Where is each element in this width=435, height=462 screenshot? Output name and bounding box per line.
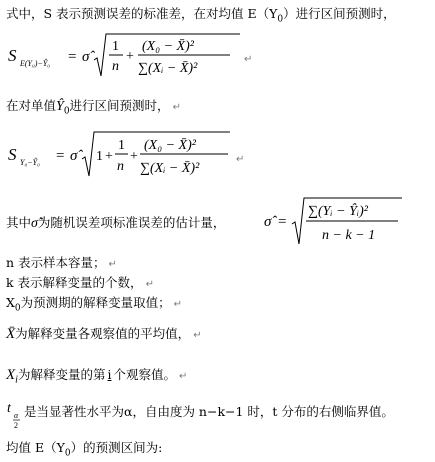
eq2-equals: =	[56, 148, 65, 164]
line8-tail: 为解释变量的第	[17, 367, 106, 382]
eq2-plus-1: +	[105, 149, 113, 164]
eq2-lhs-subscript: Y₀−Ŷ₀	[20, 158, 40, 167]
equation-sigma-hat	[262, 194, 432, 250]
line10-subscript: 0	[64, 448, 71, 459]
t-symbol: t	[7, 401, 11, 416]
text-line-6	[6, 295, 182, 317]
line4-para-mark: ↵	[108, 259, 117, 270]
line8-i: i	[107, 367, 112, 382]
eq1-lhs-subscript: E(Y₀)−Ŷ₀	[20, 59, 51, 68]
text-line-8	[6, 367, 187, 389]
eq2-denominator: ∑(Xᵢ − X̄)²	[140, 161, 200, 176]
eq1-sigma-hat: σ̂	[82, 49, 90, 65]
text-line-5	[6, 275, 154, 293]
line1-tail: ）进行区间预测时，	[283, 6, 396, 21]
text-line-4	[6, 255, 117, 273]
eq2-n: n	[117, 159, 124, 174]
eq1-n: n	[112, 59, 119, 74]
eq1-denominator: ∑(Xᵢ − X̄)²	[138, 61, 198, 76]
line2-pre: 在对单值	[6, 98, 57, 113]
eq1-numerator: (X₀ − X̄)²	[142, 39, 194, 54]
line9-tail: 是当显著性水平为α，自由度为 n−k−1 时，t 分布的右侧临界值。	[24, 404, 394, 419]
eq2-frac-one: 1	[118, 138, 125, 153]
eq2-lhs-s: S	[8, 145, 17, 164]
t-sub-alpha: α	[14, 411, 19, 420]
text-line-3	[6, 215, 225, 232]
t-sub-two: 2	[14, 421, 18, 430]
text-line-10	[6, 440, 162, 462]
eq2-one: 1	[96, 149, 103, 164]
eq1-plus: +	[126, 49, 134, 64]
line6-tail: 为预测期的解释变量取值；	[20, 295, 171, 310]
line1-text: 式中，S 表示预测误差的标准差，在对均值 E（Y	[6, 6, 278, 21]
line1-subscript: 0	[277, 14, 284, 25]
eq1-one: 1	[112, 39, 119, 54]
eq3-sigma-hat: σ̂	[264, 214, 272, 230]
line3-mid: 为随机误差项标准误差的估计量，	[37, 215, 226, 230]
equation-individual-prediction-se	[4, 126, 264, 186]
eq3-numerator: ∑(Yᵢ − Ŷᵢ)²	[308, 204, 368, 219]
line5-para-mark: ↵	[145, 279, 154, 290]
line8-end: 个观察值。	[113, 367, 176, 382]
text-line-2	[6, 98, 181, 120]
line6-x: X	[6, 295, 15, 310]
equation-mean-prediction-se	[4, 30, 264, 84]
line5-text: k 表示解释变量的个数，	[6, 275, 143, 290]
eq1-lhs-s: S	[8, 46, 17, 65]
line10-tail: ）的预测区间为:	[70, 440, 163, 455]
line2-yhat: Ŷ	[56, 99, 64, 114]
eq1-para-mark: ↵	[244, 54, 253, 65]
eq1-equals: =	[68, 49, 77, 65]
line4-text: n 表示样本容量；	[6, 255, 106, 270]
line6-para-mark: ↵	[173, 299, 183, 310]
line3-pre: 其中	[6, 215, 32, 230]
line10-text: 均值 E（Y	[6, 440, 65, 455]
line8-para-mark: ↵	[178, 371, 188, 382]
line2-tail: 进行区间预测时，	[69, 98, 170, 113]
text-line-7	[6, 326, 202, 344]
line7-para-mark: ↵	[193, 330, 202, 341]
eq3-denominator: n − k − 1	[322, 228, 376, 243]
text-line-9	[24, 404, 394, 420]
line8-subscript: i	[15, 374, 18, 386]
line7-tail: 为解释变量各观察值的平均值，	[15, 326, 191, 341]
line2-para-mark: ↵	[172, 102, 181, 113]
line7-xbar: X̄	[6, 326, 16, 342]
line2-subscript: 0	[63, 106, 70, 117]
line3-sigma: σ̂	[31, 216, 38, 231]
text-line-1	[6, 6, 396, 28]
eq2-plus-2: +	[130, 149, 138, 164]
line6-subscript: 0	[14, 303, 21, 314]
eq2-sigma-hat: σ̂	[70, 148, 78, 164]
eq2-para-mark: ↵	[236, 154, 245, 165]
eq2-numerator: (X₀ − X̄)²	[144, 138, 196, 153]
line8-x: X	[6, 367, 16, 383]
eq3-equals: =	[278, 214, 287, 230]
